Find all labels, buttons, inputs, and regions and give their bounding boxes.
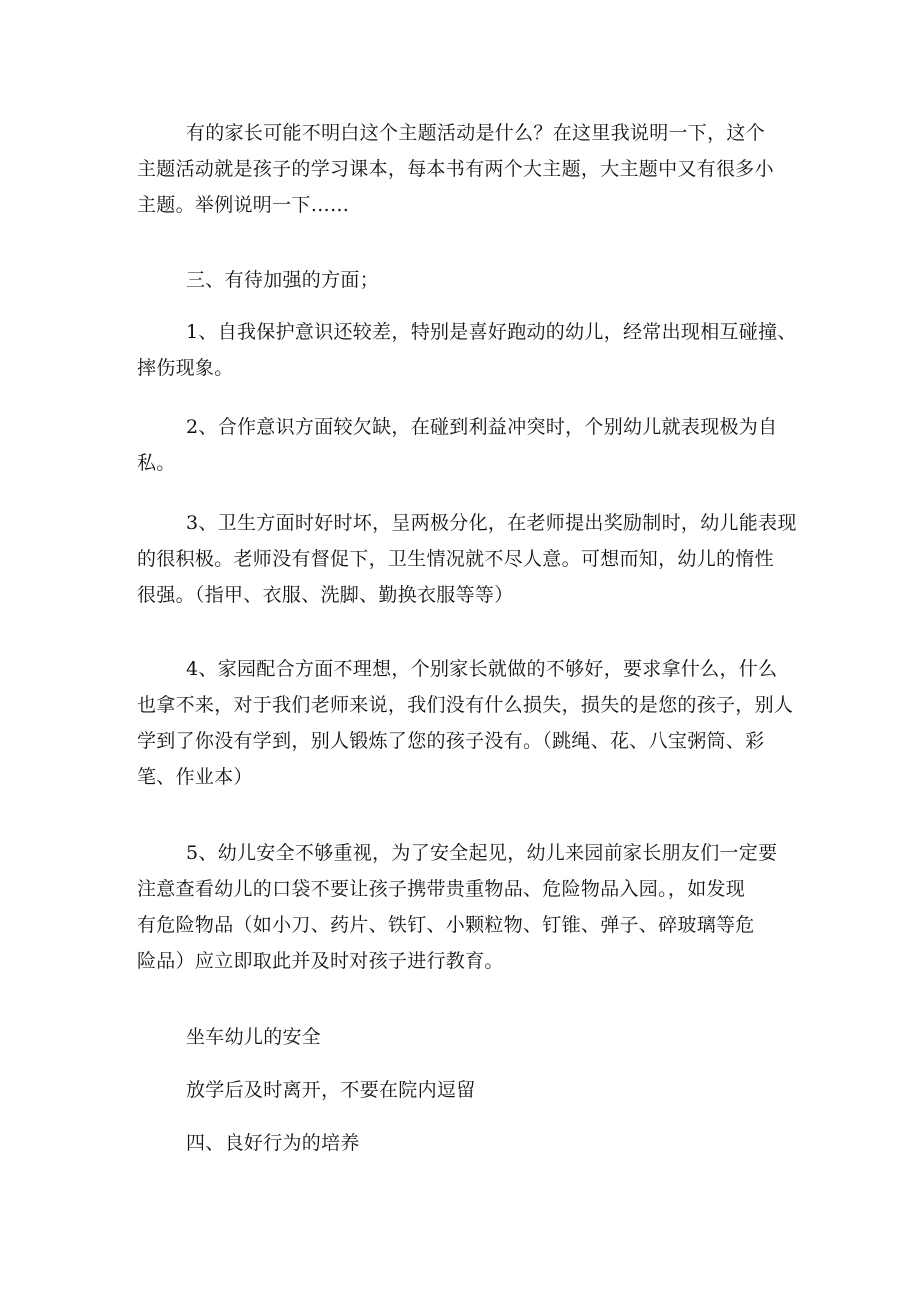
text-line: 也拿不来，对于我们老师来说，我们没有什么损失，损失的是您的孩子，别人 bbox=[137, 694, 794, 716]
text-line: 很强。（指甲、衣服、洗脚、勤换衣服等等） bbox=[137, 584, 514, 606]
text-line: 1、自我保护意识还较差，特别是喜好跑动的幼儿，经常出现相互碰撞、 bbox=[186, 321, 797, 343]
text-line: 有危险物品（如小刀、药片、铁钉、小颗粒物、钉锥、弹子、碎玻璃等危 bbox=[137, 914, 755, 936]
paragraph-item-2 bbox=[137, 409, 802, 481]
text-line: 笔、作业本） bbox=[137, 766, 253, 788]
text-line: 三、有待加强的方面； bbox=[186, 269, 380, 291]
text-line: 四、良好行为的培养 bbox=[186, 1132, 360, 1154]
text-line: 2、合作意识方面较欠缺，在碰到利益冲突时，个别幼儿就表现极为自 bbox=[186, 416, 778, 438]
text-line: 放学后及时离开，不要在院内逗留 bbox=[186, 1079, 476, 1101]
text-line: 注意查看幼儿的口袋不要让孩子携带贵重物品、危险物品入园。，如发现 bbox=[137, 878, 746, 900]
text-line: 摔伤现象。 bbox=[137, 357, 234, 379]
paragraph-theme-explain bbox=[137, 115, 802, 223]
text-line: 学到了你没有学到，别人锻炼了您的孩子没有。（跳绳、花、八宝粥筒、彩 bbox=[137, 730, 765, 752]
section-heading-three bbox=[137, 262, 802, 298]
text-line: 5、幼儿安全不够重视，为了安全起见，幼儿来园前家长朋友们一定要 bbox=[186, 842, 778, 864]
text-line: 3、卫生方面时好时坏，呈两极分化，在老师提出奖励制时，幼儿能表现 bbox=[186, 512, 797, 534]
paragraph-item-4 bbox=[137, 651, 802, 795]
paragraph-leave-school bbox=[137, 1072, 802, 1108]
text-line: 的很积极。老师没有督促下，卫生情况就不尽人意。可想而知，幼儿的惰性 bbox=[137, 548, 774, 570]
text-line: 险品）应立即取此并及时对孩子进行教育。 bbox=[137, 950, 504, 972]
text-line: 有的家长可能不明白这个主题活动是什么？在这里我说明一下，这个 bbox=[186, 122, 766, 144]
paragraph-item-5 bbox=[137, 835, 802, 979]
section-heading-four bbox=[137, 1125, 802, 1161]
text-line: 坐车幼儿的安全 bbox=[186, 1026, 322, 1048]
text-line: 主题活动就是孩子的学习课本，每本书有两个大主题，大主题中又有很多小 bbox=[137, 158, 774, 180]
text-line: 主题。举例说明一下…… bbox=[137, 194, 350, 216]
paragraph-item-3 bbox=[137, 505, 802, 613]
paragraph-bus-safety bbox=[137, 1019, 802, 1055]
text-line: 私。 bbox=[137, 452, 176, 474]
paragraph-item-1 bbox=[137, 314, 802, 386]
text-line: 4、家园配合方面不理想，个别家长就做的不够好，要求拿什么，什么 bbox=[186, 658, 778, 680]
